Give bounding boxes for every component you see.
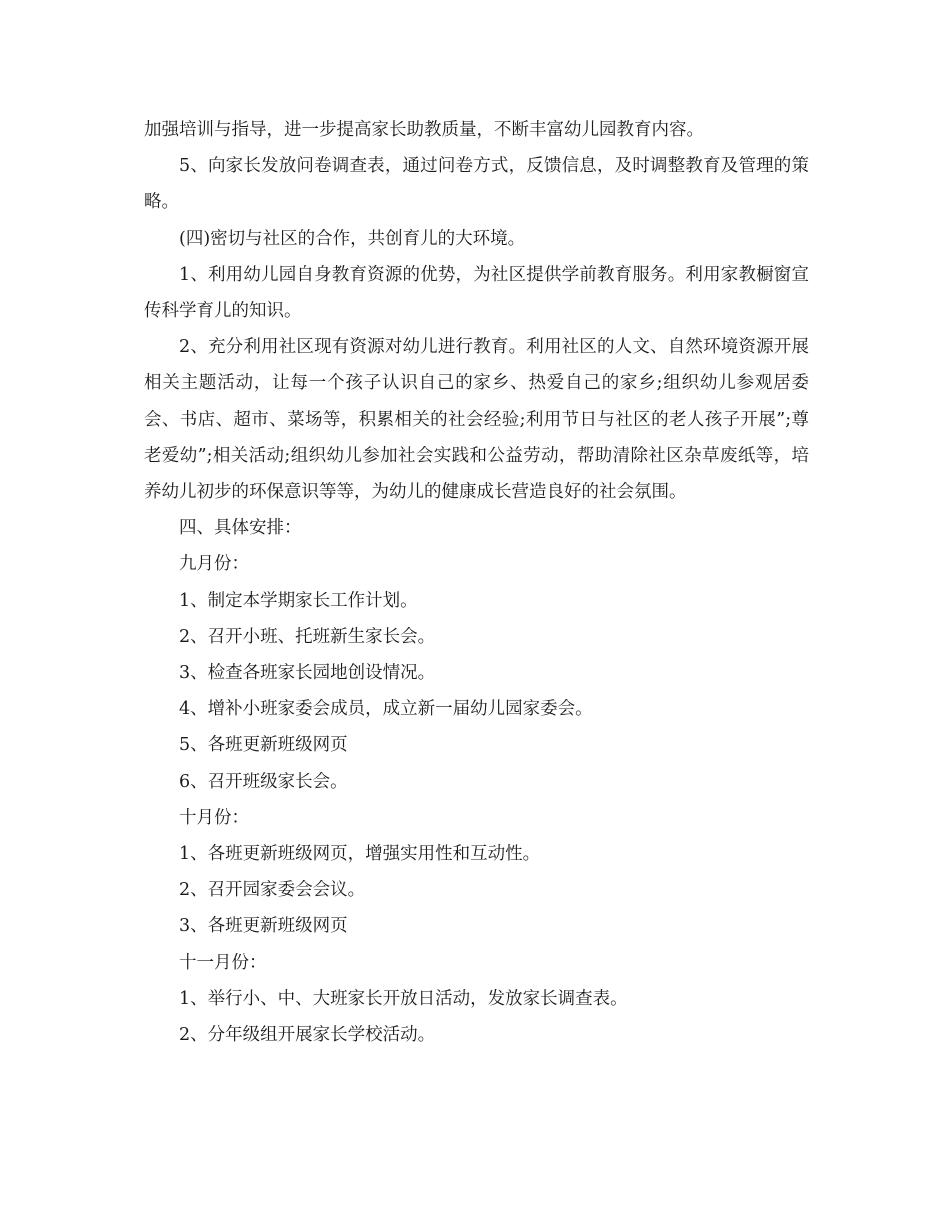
paragraph-4: 2、充分利用社区现有资源对幼儿进行教育。利用社区的人文、自然环境资源开展相关主题活动，让每一个孩子认识自己的家乡、热爱自己的家乡;组织幼儿参观居委会、书店、超市、菜场等，积累相关的社会经验;利用节日与社区的老人孩子开展”;尊老爱幼”;相关活动;组织幼儿参加社会实践和公益劳动，帮助清除社区杂草废纸等，培养幼儿初步的环保意识等等，为幼儿的健康成长营造良好的社会氛围。 [144,337,809,503]
list-item: 3、各班更新班级网页 [179,916,348,937]
paragraph-3: 1、利用幼儿园自身教育资源的优势，为社区提供学前教育服务。利用家教橱窗宣传科学育儿的知识。 [144,264,809,322]
list-item: 1、制定本学期家长工作计划。 [179,590,418,611]
list-item: 4、增补小班家委会成员，成立新一届幼儿园家委会。 [179,699,593,720]
list-item: 2、分年级组开展家长学校活动。 [179,1025,436,1046]
list-item: 5、各班更新班级网页 [179,735,348,756]
paragraph-0: 加强培训与指导，进一步提高家长助教质量，不断丰富幼儿园教育内容。 [144,120,704,140]
document-body [144,112,809,1053]
list-item: 2、召开小班、托班新生家长会。 [179,626,436,647]
list-item: 6、召开班级家长会。 [179,771,348,792]
paragraph-2: (四)密切与社区的合作，共创育儿的大环境。 [179,228,526,249]
month-heading-november: 十一月份： [179,952,267,973]
list-item: 3、检查各班家长园地创设情况。 [179,663,436,684]
list-item: 1、举行小、中、大班家长开放日活动，发放家长调查表。 [179,988,628,1009]
list-item: 1、各班更新班级网页，增强实用性和互动性。 [179,844,541,865]
month-heading-october: 十月份： [179,807,249,828]
month-heading-september: 九月份： [179,554,249,575]
paragraph-1: 5、向家长发放问卷调查表，通过问卷方式，反馈信息，及时调整教育及管理的策略。 [144,156,809,213]
list-item: 2、召开园家委会会议。 [179,880,366,901]
section-heading-schedule: 四、具体安排： [179,518,302,539]
